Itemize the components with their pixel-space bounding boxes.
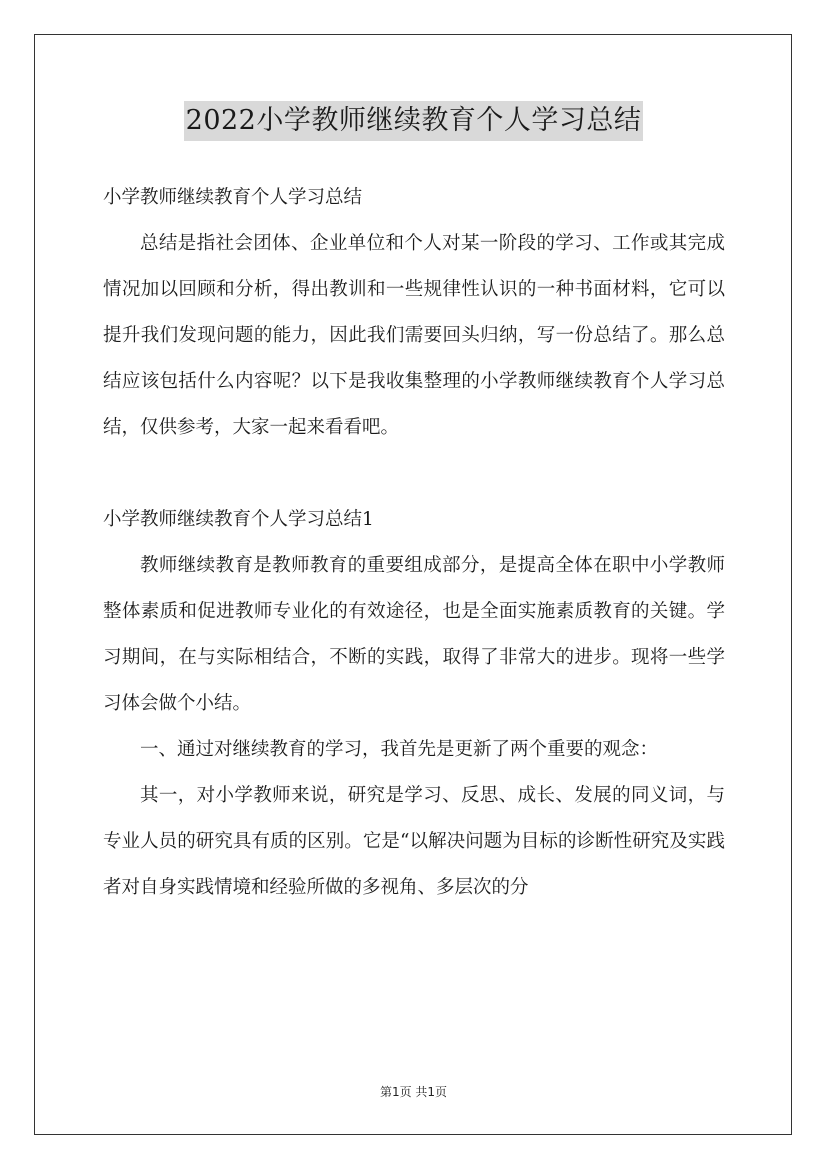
document-title: 2022小学教师继续教育个人学习总结: [184, 101, 644, 141]
body-paragraph: 一、通过对继续教育的学习，我首先是更新了两个重要的观念：: [140, 739, 659, 760]
title-container: [0, 101, 827, 141]
section-heading-1: 小学教师继续教育个人学习总结1: [103, 509, 374, 530]
body-paragraph: 教师继续教育是教师教育的重要组成部分，是提高全体在职中小学教师整体素质和促进教师专业化的有效途径，也是全面实施素质教育的关键。学习期间，在与实际相结合，不断的实践，取得了非常大的进步。现将一些学习体会做个小结。: [103, 555, 725, 714]
document-body: [103, 175, 725, 911]
blank-line: [103, 451, 725, 497]
section-heading: 小学教师继续教育个人学习总结: [103, 187, 363, 208]
intro-paragraph: 总结是指社会团体、企业单位和个人对某一阶段的学习、工作或其完成情况加以回顾和分析，得出教训和一些规律性认识的一种书面材料，它可以提升我们发现问题的能力，因此我们需要回头归纳，写一份总结了。那么总结应该包括什么内容呢？以下是我收集整理的小学教师继续教育个人学习总结，仅供参考，大家一起来看看吧。: [103, 233, 725, 438]
page-footer: 第1页 共1页: [379, 1085, 448, 1099]
body-paragraph: 其一，对小学教师来说，研究是学习、反思、成长、发展的同义词，与专业人员的研究具有质的区别。它是“以解决问题为目标的诊断性研究及实践者对自身实践情境和经验所做的多视角、多层次的分: [103, 785, 725, 898]
